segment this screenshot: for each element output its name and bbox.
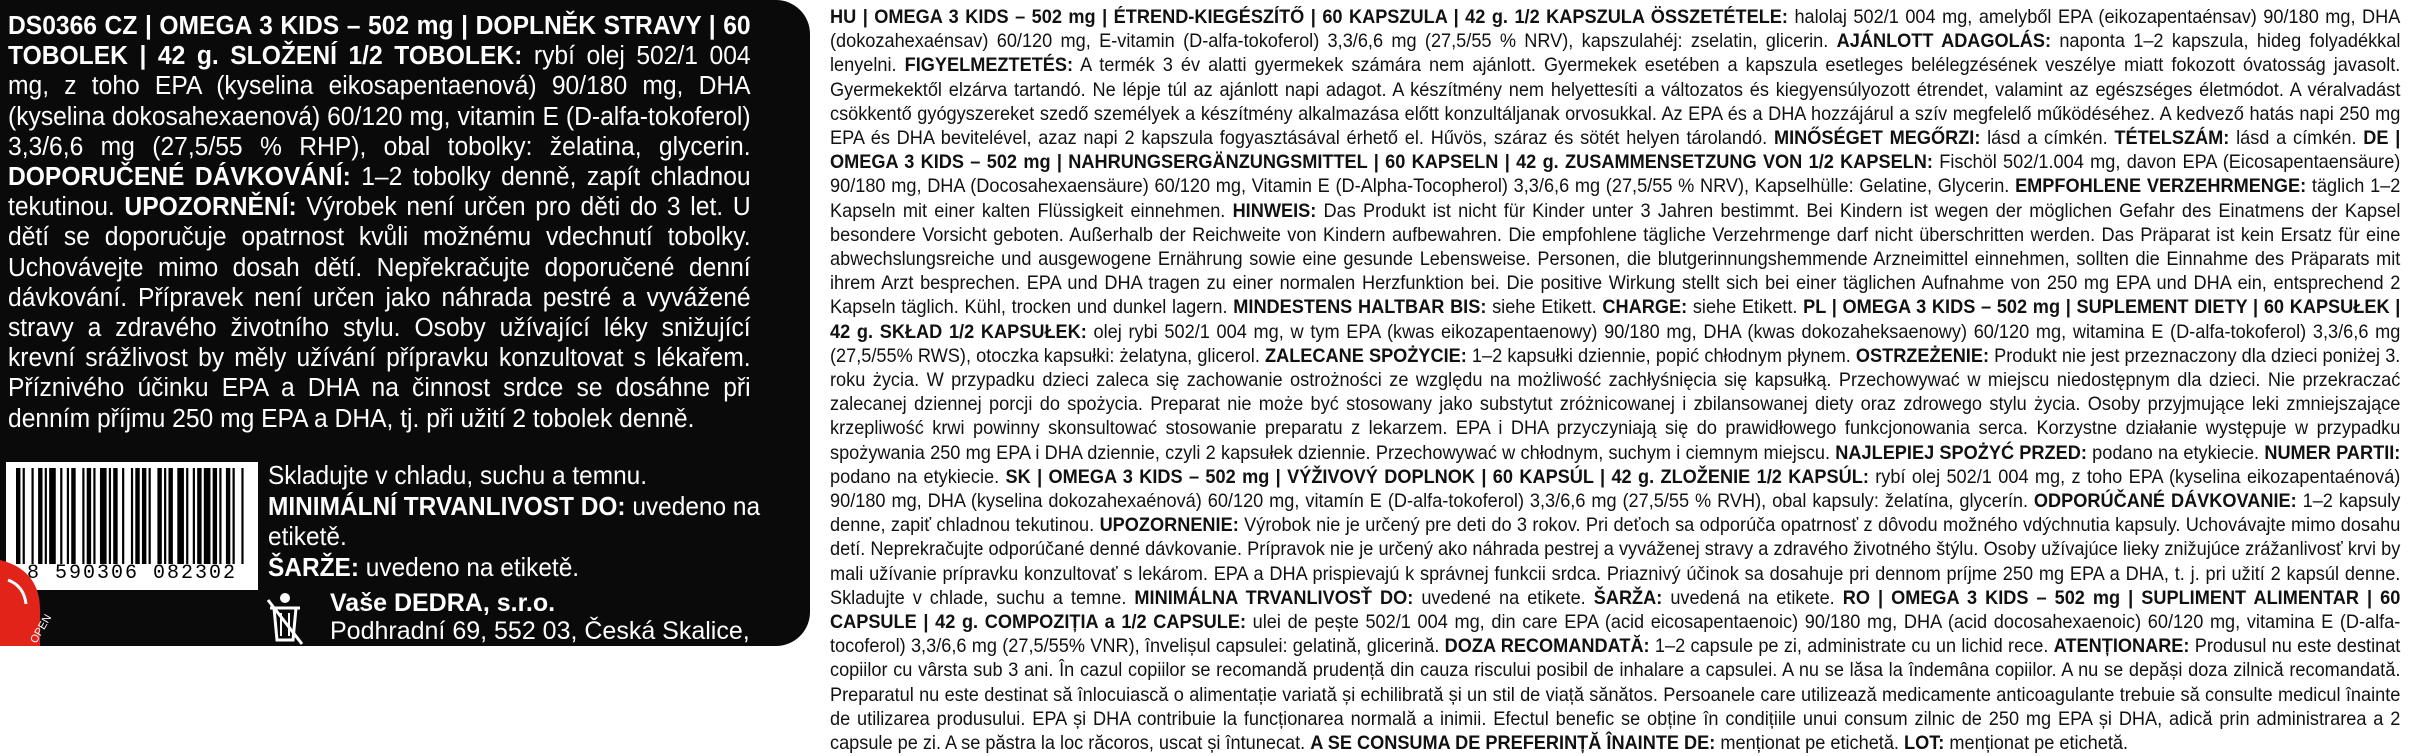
barcode-bar: [23, 468, 25, 564]
barcode-bar: [135, 468, 139, 564]
ro-dose-label: DOZA RECOMANDATĂ:: [1444, 636, 1650, 658]
cz-dose-label: DOPORUČENÉ DÁVKOVÁNÍ:: [8, 161, 351, 192]
barcode-bar: [31, 468, 33, 564]
sk-warning-label: UPOZORNENIE:: [1099, 515, 1239, 537]
hu-composition: halolaj 502/1 004 mg, amelyből EPA (eikozapentaénsav) 90/180 mg, DHA (dokozahexaénsav) 60/120 mg, E-vitamin (D-alfa-tokoferol) 3,3/6,6 mg (27,5/55 % NRV), kapszulahéj: zselatin, glicerin.: [830, 7, 2401, 53]
de-dose-text: täglich 1–2 Kapseln mit einer kalten Flüssigkeit einnehmen.: [830, 176, 2401, 222]
open-tab-icon: [0, 560, 60, 646]
pl-bbd-text: podano na etykiecie.: [2086, 442, 2265, 464]
company-address: Podhradní 69, 552 03, Česká Skalice, Česká republika: [330, 617, 750, 675]
hu-header: HU | OMEGA 3 KIDS – 502 mg | ÉTREND-KIEGÉSZÍTŐ | 60 KAPSZULA | 42 g. 1/2 KAPSZULA ÖSSZETÉTELE:: [830, 7, 1788, 28]
hu-bbd-label: MINŐSÉGET MEGŐRZI:: [1773, 128, 1981, 150]
sk-composition: rybí olej 502/1 004 mg, z toho EPA (kyselina eikozapentaénová) 90/180 mg, DHA (kyselina dokozahexaénová) 60/120 mg, vitamín E (D-alfa-tokoferol) 3,3/6,6 mg (27,5/55 % RVH), obal kapsuly: želatína, glycerín.: [830, 466, 2401, 513]
de-composition: Fischöl 502/1.004 mg, davon EPA (Eicosapentaensäure) 90/180 mg, DHA (Docosahexaensäure) 60/120 mg, Vitamin E (D-Alpha-Tocopherol) 3,3/6,6 mg (27,5/55 % NRV), Kapselhülle: Gelatine, Glycerin.: [830, 152, 2401, 198]
cz-bbd-label: MINIMÁLNÍ TRVANLIVOST DO:: [268, 490, 626, 521]
barcode-bar: [186, 468, 188, 564]
recycle-bin-icon: [260, 590, 310, 646]
cz-storage-text: Skladujte v chladu, suchu a temnu.: [268, 460, 648, 490]
barcode-bar: [197, 468, 201, 564]
cz-warning-label: UPOZORNĚNÍ:: [124, 191, 297, 222]
cz-header: DS0366 CZ | OMEGA 3 KIDS – 502 mg | DOPLNĚK STRAVY | 60 TOBOLEK | 42 g. SLOŽENÍ 1/2 TOBOLEK:: [8, 10, 751, 71]
barcode-bar: [157, 468, 161, 564]
barcode-bar: [71, 468, 75, 564]
de-lot-label: CHARGE:: [1602, 297, 1688, 319]
barcode-bars: [16, 468, 248, 564]
barcode-bar: [113, 468, 117, 564]
hu-warning-label: FIGYELMEZTETÉS:: [904, 55, 1074, 77]
barcode-bar: [164, 468, 166, 564]
sk-bbd-label: MINIMÁLNA TRVANLIVOSŤ DO:: [1134, 587, 1414, 609]
barcode-bar: [93, 468, 95, 564]
pl-warning-label: OSTRZEŻENIE:: [1855, 345, 1989, 367]
hu-dose-label: AJÁNLOTT ADAGOLÁS:: [1836, 31, 2052, 53]
hu-bbd-text: lásd a címkén.: [1980, 128, 2115, 150]
sk-lot-label: ŠARŽA:: [1593, 587, 1663, 609]
cz-bbd-text: uvedeno na etiketě.: [268, 490, 761, 552]
company-name: Vaše DEDRA, s.r.o.: [330, 589, 556, 617]
ro-warning-text: Produsul nu este destinat copiilor cu vârsta sub 3 ani. În cazul copiilor se recomandă prudență din cauza riscului posibil de inhalare a capsulei. A nu se lăsa la îndemâna copiilor. A nu se depăși doza zilnică recomandată. Preparatul nu este destinat să înlocuiască o alimentație variată și echilibrată și un stil de viață sănătos. Persoanele care utilizează medicamente anticoagulante trebuie să consulte medicul înainte de utilizarea produsului. EPA și DHA contribuie la funcționarea normală a inimii. Efectul benefic se obține în condițiile unui consum zilnic de 250 mg EPA și DHA, adică prin administrarea a 2 capsule pe zi. A se păstra la loc răcoros, uscat și întunecat.: [830, 636, 2401, 755]
de-lot-text: siehe Etikett.: [1687, 297, 1804, 319]
barcode-bar: [100, 468, 107, 564]
hu-lot-text: lásd a címkén.: [2229, 128, 2364, 150]
ro-lot-label: LOT:: [1904, 733, 1945, 755]
cz-dose-text: 1–2 tobolky denně, zapít chladnou tekutinou.: [8, 161, 751, 222]
ro-warning-label: ATENȚIONARE:: [2053, 636, 2190, 658]
de-dose-label: EMPFOHLENE VERZEHRMENGE:: [2015, 176, 2307, 198]
de-bbd-label: MINDESTENS HALTBAR BIS:: [1233, 297, 1487, 319]
open-label: OPEN: [28, 612, 55, 646]
hu-warning-text: A termék 3 év alatti gyermekek számára nem ajánlott. Gyermekek esetében a kapszula esetleges belélegzésének veszélye miatt fokozott óvatosság javasolt. Gyermekektől elzárva tartandó. Ne lépje túl az ajánlott napi adagot. A készítmény nem helyettesíti a változatos és kiegyensúlyozott étrendet, valamint az egészséges életmódot. A véralvadást csökkentő gyógyszereket szedő személyek a készítmény alkalmazása előtt konzultáljanak orvosukkal. Az EPA és a DHA hozzájárul a szív megfelelő működéséhez. A kedvező hatás napi 250 mg EPA és DHA bevitelével, azaz napi 2 kapszula fogyasztásával érhető el. Hűvös, száraz és sötét helyen tárolandó.: [830, 55, 2401, 150]
barcode-bar: [45, 468, 47, 564]
ro-header: RO | OMEGA 3 KIDS – 502 mg | SUPLIMENT ALIMENTAR | 60 CAPSULE | 42 g. COMPOZIȚIA a 1/2 CAPSULE:: [830, 587, 2401, 634]
czech-panel: [0, 0, 810, 675]
hu-lot-label: TÉTELSZÁM:: [2114, 128, 2230, 150]
cz-composition: rybí olej 502/1 004 mg, z toho EPA (kyselina eikosapentaenová) 90/180 mg, DHA (kyselina dokosahexaenová) 60/120 mg, vitamin E (D-alfa-tokoferol) 3,3/6,6 mg (27,5/55 % RHP), obal tobolky: želatina, glycerin.: [8, 40, 751, 161]
barcode-bar: [82, 468, 84, 564]
barcode-bar: [67, 468, 69, 564]
sk-dose-text: 1–2 kapsuly denne, zapiť chladnou tekutinou.: [830, 491, 2401, 537]
multilingual-text-area: [830, 6, 2401, 755]
de-warning-label: HINWEIS:: [1232, 200, 1317, 222]
pl-lot-text: podano na etykiecie.: [830, 466, 1006, 488]
cz-lot-text: uvedeno na etiketě.: [358, 551, 580, 582]
sk-header: SK | OMEGA 3 KIDS – 502 mg | VÝŽIVOVÝ DOPLNOK | 60 KAPSÚL | 42 g. ZLOŽENIE 1/2 KAPSÚL:: [1005, 466, 1869, 488]
barcode-bar: [241, 468, 243, 564]
sk-lot-text: uvedená na etikete.: [1662, 587, 1843, 609]
cz-warning-text: Výrobek není určen pro děti do 3 let. U dětí se doporučuje opatrnost kvůli možnému vdechnutí tobolky. Uchovávejte mimo dosah dětí. Nepřekračujte doporučené denní dávkování. Přípravek není určen jako náhrada pestré a vyvážené stravy a zdravého životního stylu. Osoby užívající léky snižující krevní srážlivost by měly užívání přípravku konzultovat s lékařem. Příznivého účinku EPA a DHA na činnost srdce se dosáhne při denním příjmu 250 mg EPA a DHA, tj. při užití 2 tobolek denně.: [8, 191, 751, 433]
barcode-bar: [38, 468, 42, 564]
pl-warning-text: Produkt nie jest przeznaczony dla dzieci poniżej 3. roku życia. W przypadku dzieci zaleca się zachowanie ostrożności ze względu na możliwość zachłyśnięcia się kapsułką. Przechowywać w miejscu niedostępnym dla dzieci. Nie przekraczać zalecanej dziennej porcji do spożycia. Preparat nie może być stosowany jako substytut zróżnicowanej i zbilansowanej diety oraz zdrowego stylu życia. Osoby przyjmujące leki zmniejszające krzepliwość krwi powinny skonsultować stosowanie preparatu z lekarzem. EPA i DHA przyczyniają się do prawidłowego funkcjonowania serca. Korzystne działanie występuje w przypadku spożywania 250 mg EPA i DHA dziennie, czyli 2 kapsułek dziennie. Przechowywać w chłodnym, suchym i ciemnym miejscu.: [830, 345, 2401, 464]
barcode-bar: [49, 468, 56, 564]
ro-composition: ulei de pește 502/1 004 mg, din care EPA (acid eicosapentaenoic) 90/180 mg, DHA (acid docosahexaenoic) 60/120 mg, vitamina E (D-alfa-tocoferol) 3,3/6,6 mg (27,5/55% VNR), învelișul capsulei: gelatină, glicerină.: [830, 612, 2401, 658]
ro-dose-text: 1–2 capsule pe zi, administrate cu un lichid rece.: [1649, 636, 2054, 658]
de-bbd-text: siehe Etikett.: [1486, 297, 1603, 319]
barcode-bar: [213, 468, 217, 564]
multilingual-text: [830, 6, 2400, 756]
barcode-bar: [60, 468, 62, 564]
barcode-bar: [219, 468, 221, 564]
pl-header: PL | OMEGA 3 KIDS – 502 mg | SUPLEMENT DIETY | 60 KAPSUŁEK | 42 g. SKŁAD 1/2 KAPSUŁEK:: [830, 297, 2401, 343]
czech-storage-block: [268, 460, 766, 582]
barcode-bar: [142, 468, 146, 564]
barcode-bar: [226, 468, 230, 564]
barcode-bar: [168, 468, 172, 564]
sk-warning-text: Výrobok nie je určený pre deti do 3 rokov. Pri deťoch sa odporúča opatrnosť z dôvodu možného vdýchnutia kapsuly. Uchovávajte mimo dosahu detí. Neprekračujte odporúčané denné dávkovanie. Prípravok nie je určený ako náhrada pestrej a vyváženej stravy a zdravého životného štýlu. Osoby užívajúce lieky znižujúce zrážanlivosť krvi by mali užívanie prípravku konzultovať s lekárom. EPA a DHA prispievajú k správnej funkcii srdca. Priaznivý účinok sa dosahuje pri dennom príjme 250 mg EPA a DHA, t. j. pri užití 2 kapsúl denne. Skladujte v chlade, suchu a temne.: [830, 515, 2401, 609]
barcode-bar: [131, 468, 133, 564]
barcode-bar: [122, 468, 124, 564]
barcode-bar: [233, 468, 235, 564]
sk-bbd-text: uvedené na etikete.: [1413, 587, 1594, 609]
de-header: DE | OMEGA 3 KIDS – 502 mg | NAHRUNGSERGÄNZUNGSMITTEL | 60 KAPSELN | 42 g. ZUSAMMENSETZUNG VON 1/2 KAPSELN:: [830, 128, 2401, 174]
barcode-bar: [204, 468, 211, 564]
cz-lot-label: ŠARŽE:: [268, 551, 359, 582]
pl-dose-text: 1–2 kapsułki dziennie, popić chłodnym płynem.: [1466, 345, 1856, 367]
pl-lot-label: NUMER PARTII:: [2264, 442, 2401, 464]
czech-text-block: [8, 10, 751, 433]
de-warning-text: Das Produkt ist nicht für Kinder unter 3 Jahren bestimmt. Bei Kindern ist wegen der möglichen Gefahr des Einatmens der Kapsel besondere Vorsicht geboten. Außerhalb der Reichweite von Kindern aufbewahren. Die empfohlene tägliche Verzehrmenge darf nicht überschritten werden. Das Präparat ist kein Ersatz für eine abwechslungsreiche und ausgewogene Ernährung sowie eine gesunde Lebensweise. Personen, die blutgerinnungshemmende Arzneimittel einnehmen, sollten die Einnahme des Präparats mit ihrem Arzt besprechen. EPA und DHA tragen zu einer normalen Herzfunktion bei. Die positive Wirkung stellt sich bei einer täglichen Aufnahme von 250 mg EPA und DHA ein, entsprechend 2 Kapseln täglich. Kühl, trocken und dunkel lagern.: [830, 200, 2401, 319]
barcode-number: 8 590306 082302: [26, 562, 238, 585]
ro-bbd-label: A SE CONSUMA DE PREFERINȚĂ ÎNAINTE DE:: [1310, 733, 1716, 755]
ro-lot-text: menționat pe etichetă.: [1944, 733, 2129, 755]
barcode-bar: [177, 468, 184, 564]
pl-bbd-label: NAJLEPIEJ SPOŻYĆ PRZED:: [1835, 442, 2087, 464]
barcode-bar: [193, 468, 195, 564]
barcode-bar: [16, 468, 20, 564]
sk-dose-label: ODPORÚČANÉ DÁVKOVANIE:: [2033, 491, 2297, 513]
pl-dose-label: ZALECANE SPOŻYCIE:: [1265, 345, 1467, 367]
pl-composition: olej rybi 502/1 004 mg, w tym EPA (kwas eikozapentaenowy) 90/180 mg, DHA (kwas dokozaheksaenowy) 60/120 mg, witamina E (D-alfa-tokoferol) 3,3/6,6 mg (27,5/55% RWS), otoczka kapsułki: żelatyna, glicerol.: [830, 321, 2401, 367]
barcode-bar: [109, 468, 111, 564]
hu-dose-text: naponta 1–2 kapszula, hideg folyadékkal lenyelni.: [830, 31, 2401, 77]
ro-bbd-text: menționat pe etichetă.: [1715, 733, 1905, 755]
barcode-bar: [149, 468, 151, 564]
barcode-bar: [87, 468, 91, 564]
